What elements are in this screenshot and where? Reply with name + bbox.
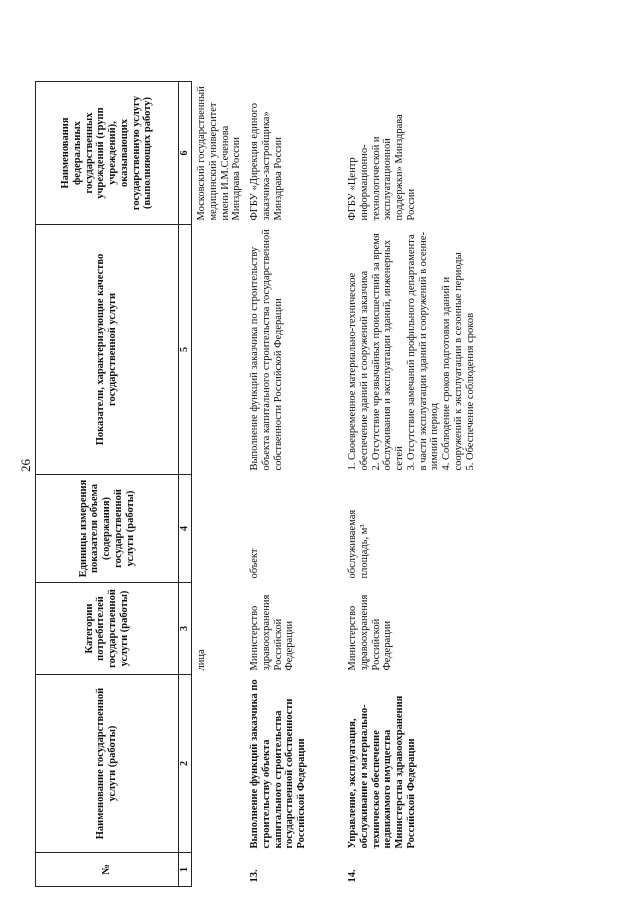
- header-service-name: Наименование государственной услуги (работы): [36, 675, 179, 853]
- page-number: 26: [18, 459, 33, 472]
- continuation-consumers: лица: [196, 649, 207, 671]
- header-num: №: [36, 853, 179, 887]
- column-number-row: [179, 82, 192, 887]
- row-service: Выполнение функций заказчика по строительству объекта капитального строительства государственной собственности Российской Федерации: [249, 679, 307, 849]
- row-number: 14.: [347, 869, 358, 883]
- row-consumers: Министерство здравоохранения Российской Федерации: [347, 594, 394, 671]
- row-institution: ФГБУ «Центр информационно-технологической и эксплуатационной поддержки» Минздрава России: [347, 114, 417, 221]
- column-number: 5: [179, 225, 192, 475]
- row-consumers: Министерство здравоохранения Российской Федерации: [249, 594, 296, 671]
- quality-item: 5. Обеспечение соблюдения сроков: [464, 312, 476, 471]
- row-service: Управление, эксплуатация, обслуживание и материально-техническое обеспечение недвижимого имущества Министерства здравоохранения Российской Федерации: [347, 695, 417, 849]
- column-number: 6: [179, 82, 192, 225]
- continuation-institution: Московский государственный медицинский университет имени И.М.Сеченова Минздрава России: [196, 86, 243, 221]
- header-institutions: Наименования федеральных государственных учреждений (групп учреждений), оказывающих государственную услугу (выполняющих работу): [36, 82, 179, 225]
- row-unit: объект: [249, 548, 260, 579]
- services-table: [35, 81, 478, 887]
- row-quality: [343, 225, 478, 475]
- quality-item: 3. Отсутствие замечаний профильного департамента в части эксплуатации зданий и сооружений в осенне-зимний период: [405, 231, 441, 471]
- quality-item: 1. Своевременное материально-техническое обеспечение зданий и сооружений заказчика: [347, 270, 370, 471]
- header-quality: Показатели, характеризующие качество государственной услуги: [36, 225, 179, 475]
- continuation-row: [192, 82, 246, 887]
- header-row: [36, 82, 179, 887]
- column-number: 2: [179, 675, 192, 853]
- row-quality: Выполнение функций заказчика по строительству объекта капитального строительства государственной собственности Российской Федерации: [249, 229, 284, 471]
- quality-item: 2. Отсутствие чрезвычайных происшествий за время обслуживания и эксплуатации зданий, инженерных сетей: [370, 233, 405, 471]
- column-number: 1: [179, 853, 192, 887]
- column-number: 3: [179, 583, 192, 675]
- table-row: [245, 82, 343, 887]
- table-row: [343, 82, 478, 887]
- row-institution: ФГБУ «Дирекция единого заказчика-застройщика» Минздрава России: [249, 103, 284, 221]
- quality-item: 4. Соблюдение сроков подготовки зданий и сооружений к эксплуатации в сезонные периоды: [441, 252, 464, 471]
- column-number: 4: [179, 475, 192, 583]
- row-number: 13.: [249, 869, 260, 883]
- header-units: Единицы измерения показателя объема (содержания) государственной услуги (работы): [36, 475, 179, 583]
- header-consumers: Категории потребителей государственной услуги (работы): [36, 583, 179, 675]
- row-unit: обслуживаемая площадь, м³: [347, 509, 370, 579]
